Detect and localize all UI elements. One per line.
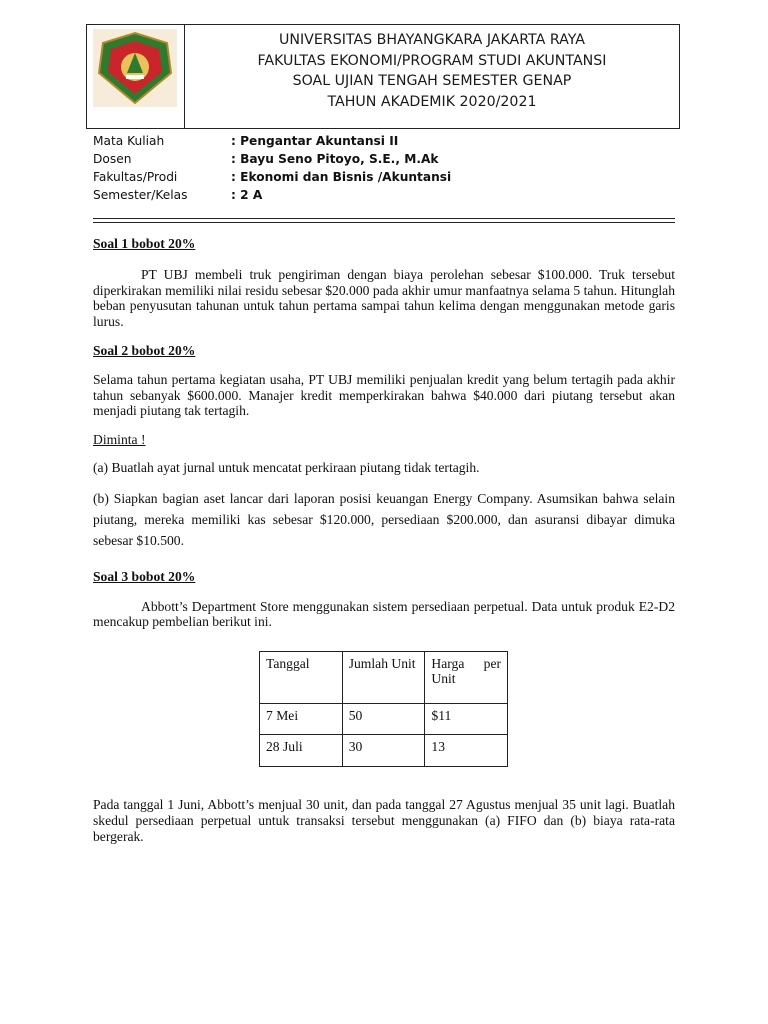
- meta-value: : 2 A: [231, 188, 263, 202]
- table-cell: $11: [425, 703, 508, 735]
- question-2-text: Selama tahun pertama kegiatan usaha, PT UBJ memiliki penjualan kredit yang belum tertagih pada akhir tahun sebanyak $600.000. Manajer kredit memperkirakan bahwa $40.000 dari piutang tersebut akan menjadi piutang tak tertagih.: [93, 372, 675, 419]
- table-row: [260, 703, 508, 735]
- table-cell: 50: [342, 703, 425, 735]
- purchase-table: [259, 651, 508, 767]
- university-logo: [93, 29, 177, 107]
- table-header-cell: Harga per Unit: [425, 652, 508, 704]
- table-cell: 13: [425, 735, 508, 767]
- table-header-row: [260, 652, 508, 704]
- exam-header: [86, 24, 680, 129]
- academic-year: TAHUN AKADEMIK 2020/2021: [327, 93, 537, 110]
- question-1-text: PT UBJ membeli truk pengiriman dengan biaya perolehan sebesar $100.000. Truk tersebut diperkirakan memiliki nilai residu sebesar $20.000 pada akhir umur manfaatnya selama 5 tahun. Hitunglah beban penyusutan tahunan untuk tahun pertama sampai tahun kelima dengan menggunakan metode garis lurus.: [93, 267, 675, 329]
- header-title-block: [185, 30, 679, 112]
- meta-key: Dosen: [93, 152, 132, 166]
- meta-key: Mata Kuliah: [93, 134, 165, 148]
- question-2-part-b: (b) Siapkan bagian aset lancar dari laporan posisi keuangan Energy Company. Asumsikan bahwa selain piutang, mereka memiliki kas sebesar $120.000, persediaan $200.000, dan asuransi dibayar dimuka sebesar $10.500.: [93, 491, 675, 549]
- question-3-closing: Pada tanggal 1 Juni, Abbott’s menjual 30 unit, dan pada tanggal 27 Agustus menjual 35 unit lagi. Buatlah skedul persediaan perpetual untuk transaksi tersebut menggunakan (a) FIFO dan (b) biaya rata-rata bergerak.: [93, 797, 675, 844]
- university-name: UNIVERSITAS BHAYANGKARA JAKARTA RAYA: [279, 32, 585, 48]
- meta-row-semester: [93, 186, 693, 204]
- meta-key: Fakultas/Prodi: [93, 170, 178, 184]
- meta-row-lecturer: [93, 150, 693, 168]
- faculty-name: FAKULTAS EKONOMI/PROGRAM STUDI AKUNTANSI: [257, 52, 607, 69]
- divider-line: [93, 218, 675, 219]
- exam-content: [93, 236, 675, 630]
- question-2-part-a: (a) Buatlah ayat jurnal untuk mencatat perkiraan piutang tidak tertagih.: [93, 460, 480, 476]
- question-3-closing-block: [93, 797, 675, 845]
- meta-key: Semester/Kelas: [93, 188, 188, 202]
- meta-row-faculty: [93, 168, 693, 186]
- question-3-heading: Soal 3 bobot 20%: [93, 569, 196, 585]
- question-2-required: Diminta !: [93, 431, 146, 447]
- exam-name: SOAL UJIAN TENGAH SEMESTER GENAP: [292, 73, 572, 89]
- meta-value: : Bayu Seno Pitoyo, S.E., M.Ak: [231, 152, 439, 166]
- meta-row-course: [93, 132, 693, 150]
- divider-line: [93, 222, 675, 223]
- table-row: [260, 735, 508, 767]
- question-2-heading: Soal 2 bobot 20%: [93, 343, 196, 359]
- table-cell: 7 Mei: [260, 703, 343, 735]
- table-header-cell: Jumlah Unit: [342, 652, 425, 704]
- meta-value: : Pengantar Akuntansi II: [231, 134, 399, 148]
- table-cell: 30: [342, 735, 425, 767]
- question-3-text: Abbott’s Department Store menggunakan sistem persediaan perpetual. Data untuk produk E2-D2 mencakup pembelian berikut ini.: [93, 598, 675, 630]
- course-info: [93, 132, 693, 204]
- university-seal-icon: [93, 29, 177, 107]
- question-1-heading: Soal 1 bobot 20%: [93, 236, 196, 251]
- table-cell: 28 Juli: [260, 735, 343, 767]
- meta-value: : Ekonomi dan Bisnis /Akuntansi: [231, 170, 452, 184]
- table-header-cell: Tanggal: [260, 652, 343, 704]
